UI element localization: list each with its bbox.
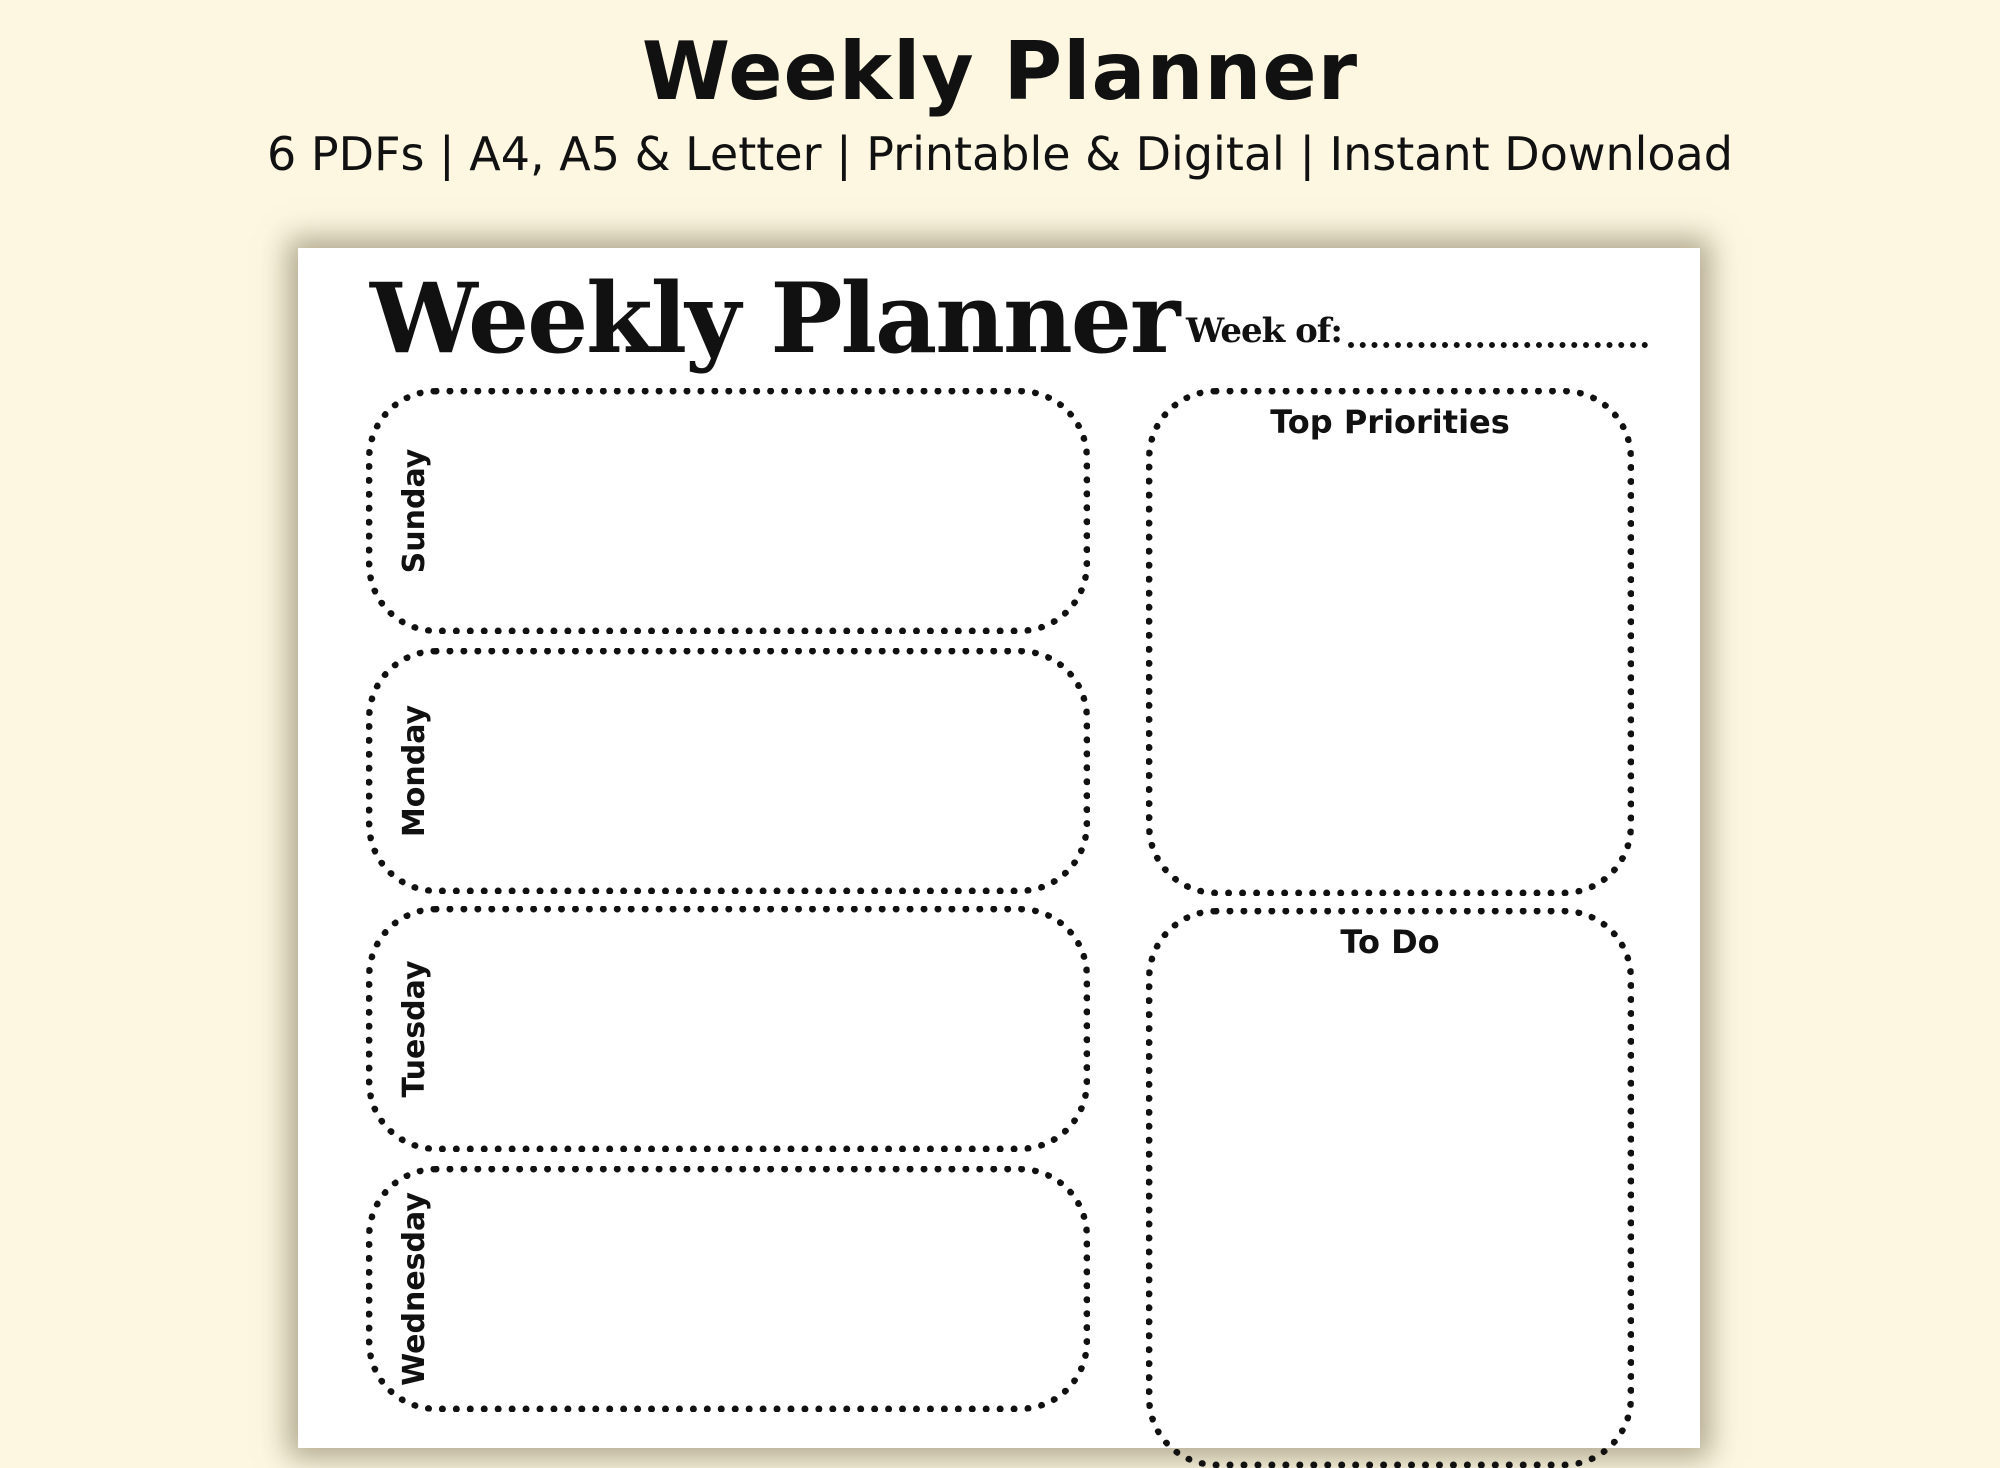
sheet-title: Weekly Planner: [370, 262, 1179, 375]
week-of-line: [1348, 342, 1648, 348]
day-label-monday: Monday: [397, 704, 432, 838]
banner-title: Weekly Planner: [641, 25, 1359, 118]
week-of-field: [1186, 310, 1648, 352]
week-of-label: Week of:: [1186, 311, 1342, 351]
banner-subtitle: 6 PDFs | A4, A5 & Letter | Printable & Digital | Instant Download: [267, 127, 1733, 181]
day-box-monday: [366, 648, 1090, 894]
day-label-sunday: Sunday: [397, 448, 432, 574]
planner-sheet: [298, 248, 1700, 1448]
day-box-tuesday: [366, 906, 1090, 1152]
todo-label: To Do: [1340, 923, 1440, 961]
todo-box: [1146, 908, 1634, 1468]
top-priorities-box: [1146, 388, 1634, 896]
day-label-tuesday: Tuesday: [397, 960, 432, 1098]
day-label-wednesday: Wednesday: [397, 1192, 432, 1386]
day-box-sunday: [366, 388, 1090, 634]
day-box-wednesday: [366, 1166, 1090, 1412]
top-priorities-label: Top Priorities: [1270, 403, 1510, 441]
